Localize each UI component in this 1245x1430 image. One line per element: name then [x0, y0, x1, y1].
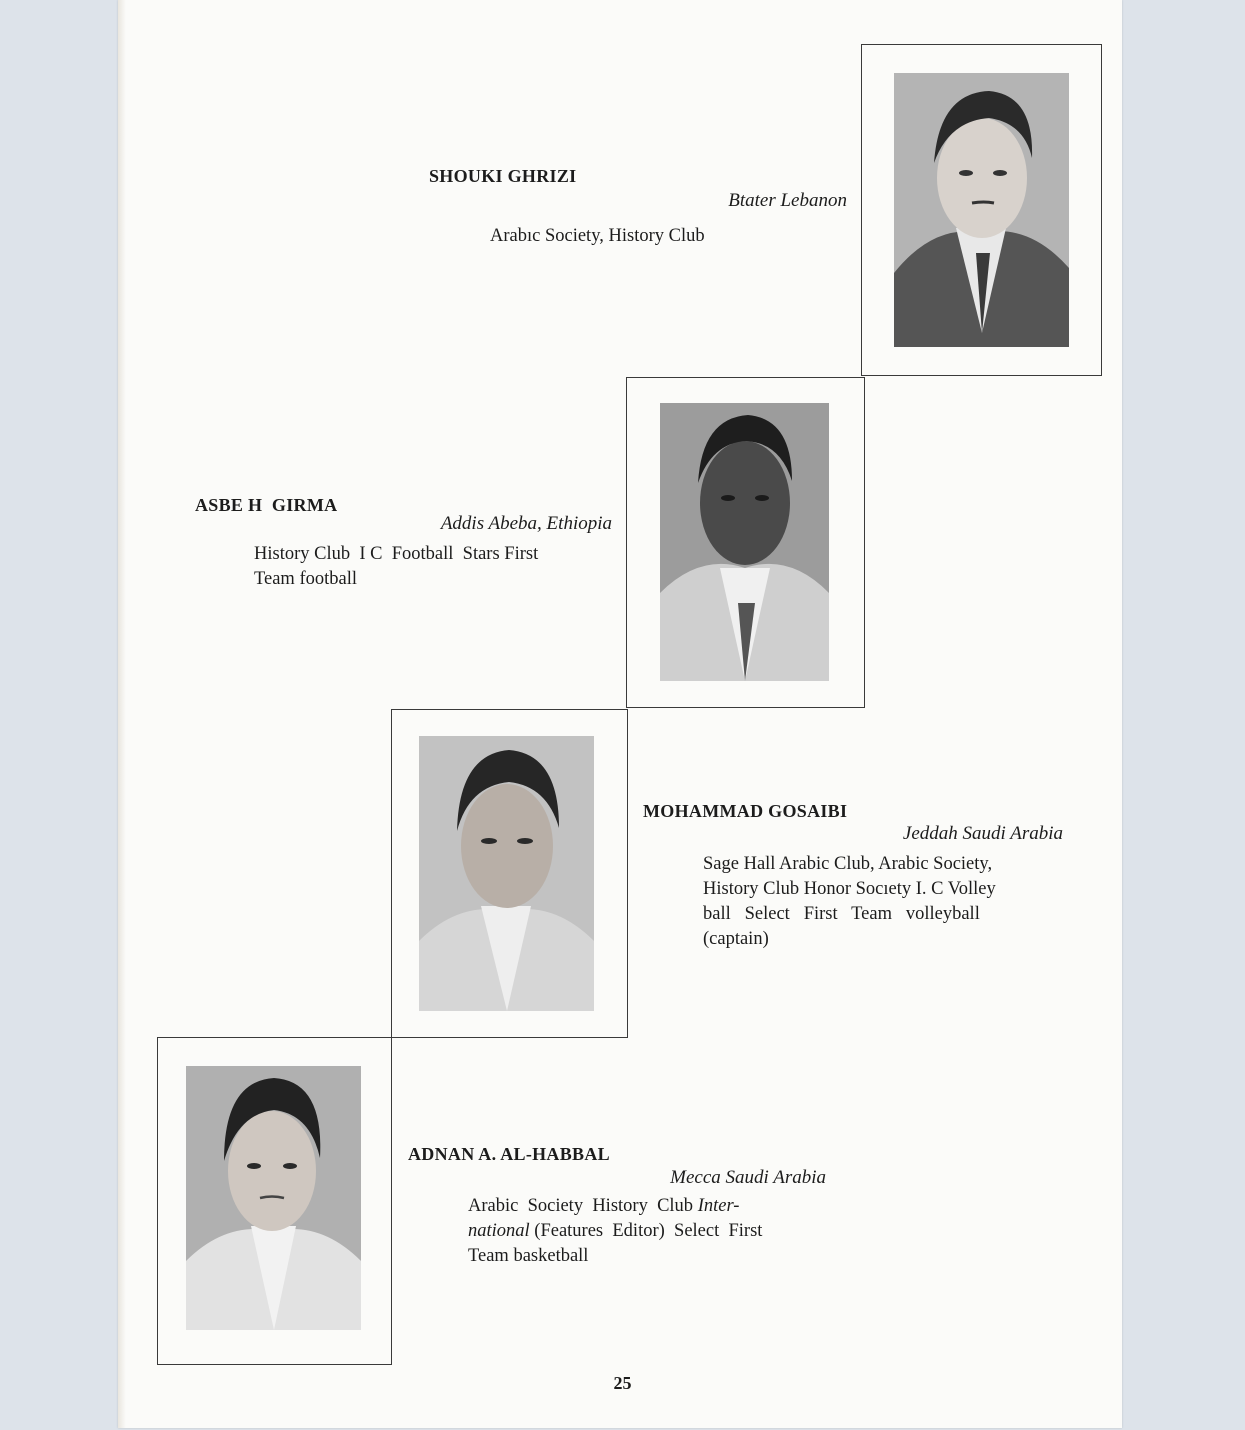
student-name: SHOUKI GHRIZI	[429, 166, 577, 186]
activities-line: History Club I C Football Stars First	[254, 544, 539, 564]
activities-line	[468, 1194, 828, 1219]
student-activities	[468, 1194, 828, 1269]
portrait-asbe-girma	[660, 403, 829, 681]
student-name: ASBE H GIRMA	[195, 495, 338, 515]
student-location: Addis Abeba, Ethiopia	[440, 513, 612, 534]
student-location: Btater Lebanon	[728, 190, 847, 211]
student-location: Mecca Saudi Arabia	[670, 1167, 826, 1188]
portrait-adnan-al-habbal	[186, 1066, 361, 1330]
student-name: MOHAMMAD GOSAIBI	[643, 801, 848, 821]
student-activities	[703, 852, 1065, 952]
activities-line: (captain)	[703, 929, 769, 949]
portrait-shouki-ghrizi	[894, 73, 1069, 347]
torn-page-edge	[118, 0, 126, 1428]
student-name: ADNAN A. AL-HABBAL	[408, 1144, 610, 1164]
activities-line: Team football	[254, 569, 357, 589]
student-activities: Arabıc Society, History Club	[490, 226, 705, 246]
activities-line: ball Select First Team volleyball	[703, 904, 980, 924]
activities-line: Sage Hall Arabic Club, Arabic Society,	[703, 854, 993, 874]
activities-text: Arabic Society History Club	[468, 1196, 698, 1216]
activities-line	[468, 1219, 828, 1244]
activities-line: Team basketball	[468, 1246, 589, 1266]
student-activities	[254, 542, 614, 592]
student-location: Jeddah Saudi Arabia	[902, 823, 1063, 844]
activities-italic: national	[468, 1221, 530, 1241]
activities-text: (Features Editor) Select First	[529, 1221, 763, 1241]
activities-italic: Inter-	[697, 1196, 740, 1216]
activities-line: History Club Honor Socıety I. C Volley	[703, 879, 996, 899]
portrait-mohammad-gosaibi	[419, 736, 594, 1011]
page-number: 25	[613, 1373, 632, 1393]
